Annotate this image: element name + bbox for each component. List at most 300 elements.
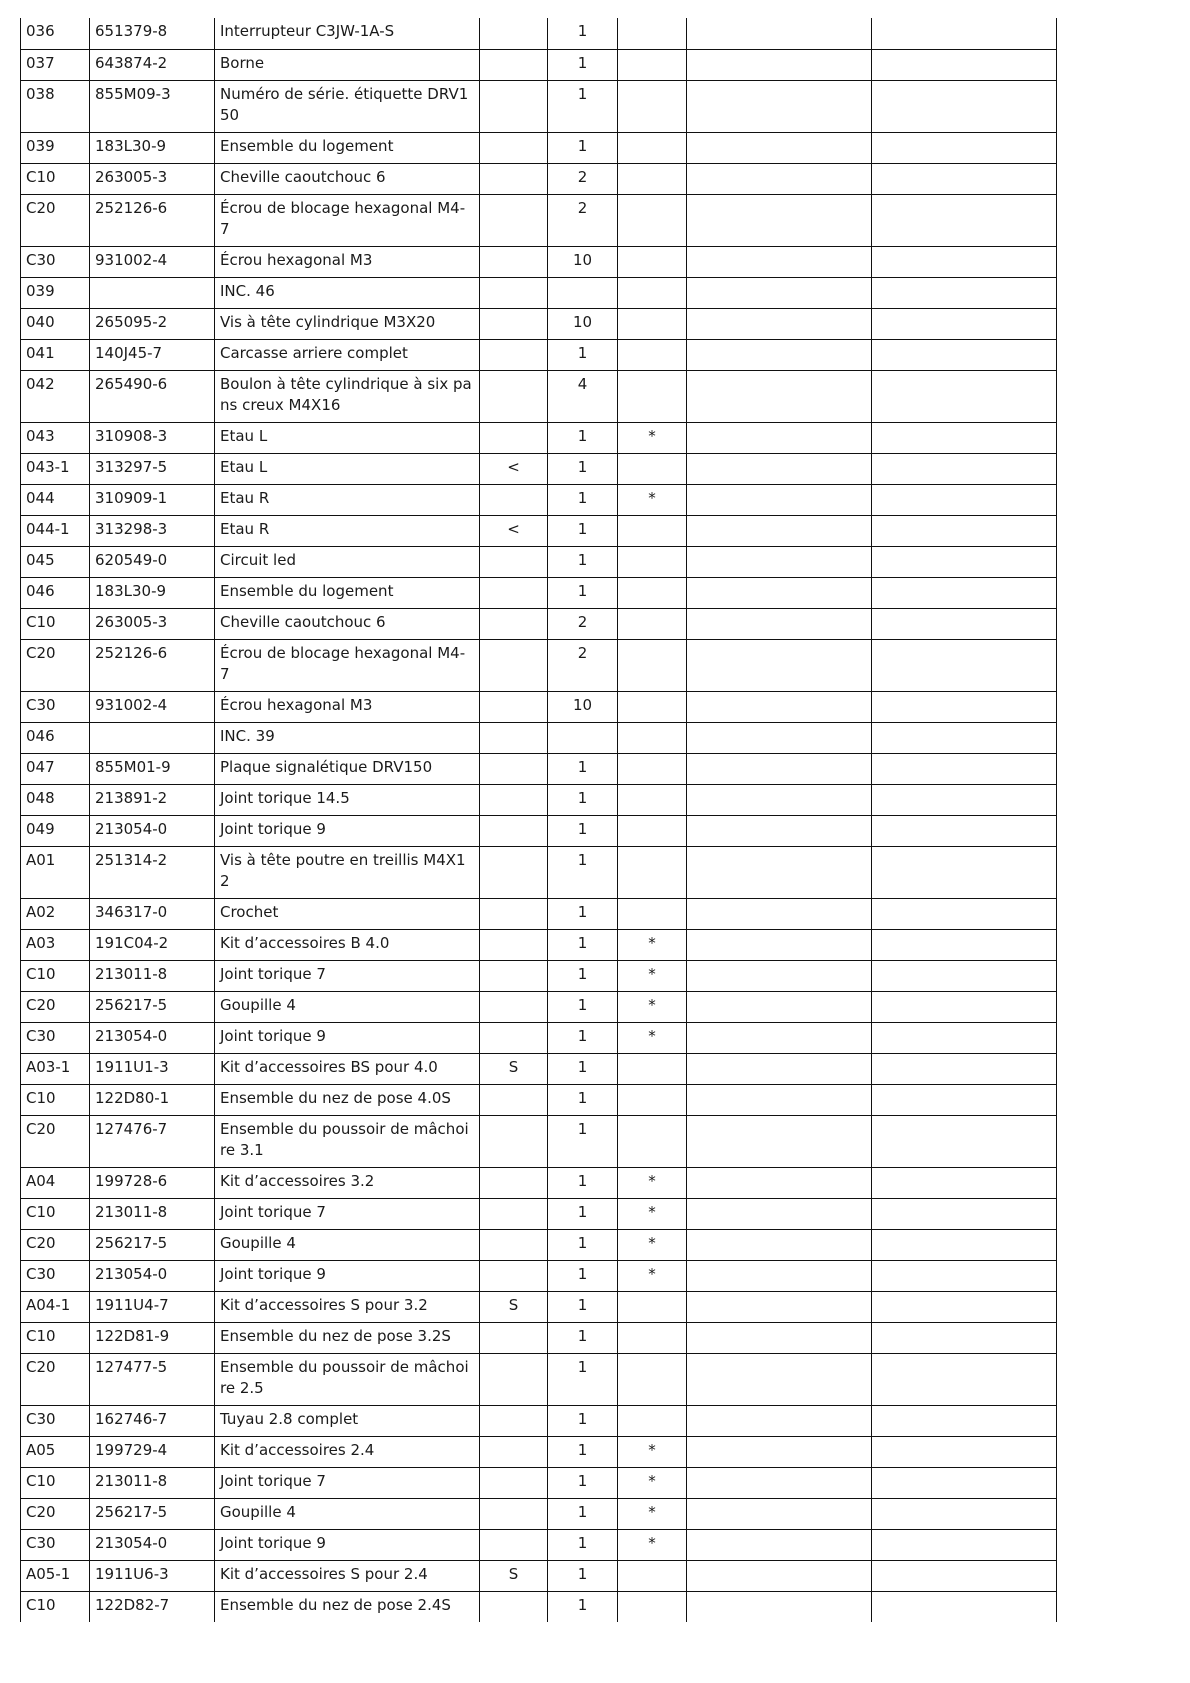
- note-cell: *: [618, 1529, 687, 1560]
- quantity-cell: 1: [548, 339, 618, 370]
- part-number-cell: 265490-6: [90, 370, 215, 422]
- quantity-cell: 1: [548, 1405, 618, 1436]
- blank-cell-2: [872, 277, 1057, 308]
- flag-cell: [480, 753, 548, 784]
- note-cell: [618, 1084, 687, 1115]
- part-number-cell: 213054-0: [90, 815, 215, 846]
- table-row: [21, 1198, 1057, 1229]
- table-row: [21, 370, 1057, 422]
- table-row: [21, 49, 1057, 80]
- description-cell: Cheville caoutchouc 6: [215, 608, 480, 639]
- blank-cell-2: [872, 639, 1057, 691]
- blank-cell-1: [687, 18, 872, 49]
- table-row: [21, 929, 1057, 960]
- description-cell: Etau R: [215, 484, 480, 515]
- blank-cell-1: [687, 784, 872, 815]
- item-number-cell: 040: [21, 308, 90, 339]
- note-cell: [618, 753, 687, 784]
- part-number-cell: 162746-7: [90, 1405, 215, 1436]
- blank-cell-2: [872, 453, 1057, 484]
- note-cell: [618, 49, 687, 80]
- blank-cell-1: [687, 163, 872, 194]
- note-cell: [618, 370, 687, 422]
- table-row: [21, 453, 1057, 484]
- description-cell: INC. 39: [215, 722, 480, 753]
- description-cell: Kit d’accessoires S pour 3.2: [215, 1291, 480, 1322]
- table-row: [21, 1229, 1057, 1260]
- part-number-cell: 127477-5: [90, 1353, 215, 1405]
- table-row: [21, 1353, 1057, 1405]
- item-number-cell: A05: [21, 1436, 90, 1467]
- description-cell: Écrou hexagonal M3: [215, 246, 480, 277]
- table-row: [21, 577, 1057, 608]
- note-cell: *: [618, 1022, 687, 1053]
- note-cell: [618, 1053, 687, 1084]
- part-number-cell: 310909-1: [90, 484, 215, 515]
- part-number-cell: 199729-4: [90, 1436, 215, 1467]
- note-cell: [618, 898, 687, 929]
- quantity-cell: 1: [548, 577, 618, 608]
- flag-cell: [480, 422, 548, 453]
- part-number-cell: 140J45-7: [90, 339, 215, 370]
- note-cell: [618, 722, 687, 753]
- table-row: [21, 639, 1057, 691]
- blank-cell-1: [687, 991, 872, 1022]
- part-number-cell: 213011-8: [90, 1467, 215, 1498]
- table-row: [21, 1591, 1057, 1622]
- table-row: [21, 484, 1057, 515]
- blank-cell-2: [872, 546, 1057, 577]
- note-cell: *: [618, 1467, 687, 1498]
- blank-cell-1: [687, 1529, 872, 1560]
- blank-cell-1: [687, 1167, 872, 1198]
- blank-cell-2: [872, 722, 1057, 753]
- quantity-cell: 1: [548, 1467, 618, 1498]
- quantity-cell: 10: [548, 691, 618, 722]
- item-number-cell: A02: [21, 898, 90, 929]
- quantity-cell: 1: [548, 1560, 618, 1591]
- blank-cell-2: [872, 80, 1057, 132]
- note-cell: [618, 1405, 687, 1436]
- table-row: [21, 722, 1057, 753]
- flag-cell: [480, 1436, 548, 1467]
- blank-cell-1: [687, 929, 872, 960]
- blank-cell-1: [687, 339, 872, 370]
- part-number-cell: 643874-2: [90, 49, 215, 80]
- item-number-cell: 045: [21, 546, 90, 577]
- item-number-cell: 046: [21, 722, 90, 753]
- description-cell: Joint torique 7: [215, 1467, 480, 1498]
- item-number-cell: 048: [21, 784, 90, 815]
- item-number-cell: C20: [21, 1498, 90, 1529]
- flag-cell: S: [480, 1291, 548, 1322]
- blank-cell-2: [872, 163, 1057, 194]
- blank-cell-1: [687, 1291, 872, 1322]
- blank-cell-2: [872, 1436, 1057, 1467]
- quantity-cell: 2: [548, 608, 618, 639]
- item-number-cell: 039: [21, 132, 90, 163]
- blank-cell-1: [687, 1353, 872, 1405]
- part-number-cell: 620549-0: [90, 546, 215, 577]
- blank-cell-1: [687, 49, 872, 80]
- description-cell: Goupille 4: [215, 1498, 480, 1529]
- description-cell: Vis à tête poutre en treillis M4X12: [215, 846, 480, 898]
- item-number-cell: 043-1: [21, 453, 90, 484]
- note-cell: [618, 163, 687, 194]
- part-number-cell: 855M09-3: [90, 80, 215, 132]
- blank-cell-1: [687, 370, 872, 422]
- note-cell: [618, 18, 687, 49]
- table-row: [21, 1115, 1057, 1167]
- blank-cell-2: [872, 308, 1057, 339]
- part-number-cell: 122D80-1: [90, 1084, 215, 1115]
- quantity-cell: 1: [548, 132, 618, 163]
- blank-cell-2: [872, 898, 1057, 929]
- note-cell: [618, 691, 687, 722]
- table-row: [21, 1498, 1057, 1529]
- item-number-cell: 041: [21, 339, 90, 370]
- blank-cell-2: [872, 49, 1057, 80]
- part-number-cell: 213054-0: [90, 1260, 215, 1291]
- item-number-cell: C20: [21, 1353, 90, 1405]
- quantity-cell: 1: [548, 960, 618, 991]
- blank-cell-1: [687, 1198, 872, 1229]
- description-cell: Kit d’accessoires BS pour 4.0: [215, 1053, 480, 1084]
- table-row: [21, 546, 1057, 577]
- blank-cell-1: [687, 277, 872, 308]
- part-number-cell: [90, 722, 215, 753]
- blank-cell-1: [687, 639, 872, 691]
- description-cell: Vis à tête cylindrique M3X20: [215, 308, 480, 339]
- item-number-cell: C30: [21, 691, 90, 722]
- note-cell: [618, 339, 687, 370]
- flag-cell: [480, 1498, 548, 1529]
- table-row: [21, 339, 1057, 370]
- description-cell: Numéro de série. étiquette DRV150: [215, 80, 480, 132]
- item-number-cell: 036: [21, 18, 90, 49]
- blank-cell-2: [872, 422, 1057, 453]
- description-cell: Écrou hexagonal M3: [215, 691, 480, 722]
- item-number-cell: 039: [21, 277, 90, 308]
- item-number-cell: A01: [21, 846, 90, 898]
- blank-cell-2: [872, 1260, 1057, 1291]
- part-number-cell: 931002-4: [90, 246, 215, 277]
- description-cell: Joint torique 9: [215, 1529, 480, 1560]
- part-number-cell: 256217-5: [90, 1498, 215, 1529]
- blank-cell-2: [872, 194, 1057, 246]
- flag-cell: [480, 339, 548, 370]
- table-row: [21, 1436, 1057, 1467]
- blank-cell-2: [872, 1560, 1057, 1591]
- item-number-cell: C20: [21, 639, 90, 691]
- quantity-cell: 1: [548, 49, 618, 80]
- flag-cell: [480, 1115, 548, 1167]
- quantity-cell: 1: [548, 1529, 618, 1560]
- table-row: [21, 277, 1057, 308]
- note-cell: [618, 846, 687, 898]
- note-cell: [618, 784, 687, 815]
- item-number-cell: 043: [21, 422, 90, 453]
- part-number-cell: 213891-2: [90, 784, 215, 815]
- blank-cell-1: [687, 1115, 872, 1167]
- blank-cell-1: [687, 1229, 872, 1260]
- description-cell: Etau L: [215, 422, 480, 453]
- flag-cell: [480, 194, 548, 246]
- part-number-cell: 855M01-9: [90, 753, 215, 784]
- table-row: [21, 1291, 1057, 1322]
- item-number-cell: C20: [21, 194, 90, 246]
- quantity-cell: 1: [548, 515, 618, 546]
- item-number-cell: C10: [21, 608, 90, 639]
- table-row: [21, 1529, 1057, 1560]
- part-number-cell: 1911U6-3: [90, 1560, 215, 1591]
- part-number-cell: 651379-8: [90, 18, 215, 49]
- parts-table: [20, 18, 1057, 1622]
- blank-cell-1: [687, 753, 872, 784]
- blank-cell-1: [687, 1436, 872, 1467]
- note-cell: [618, 815, 687, 846]
- quantity-cell: 1: [548, 422, 618, 453]
- note-cell: *: [618, 484, 687, 515]
- blank-cell-1: [687, 577, 872, 608]
- flag-cell: [480, 1260, 548, 1291]
- quantity-cell: 1: [548, 846, 618, 898]
- quantity-cell: 1: [548, 1260, 618, 1291]
- part-number-cell: 213011-8: [90, 960, 215, 991]
- description-cell: Kit d’accessoires 3.2: [215, 1167, 480, 1198]
- flag-cell: [480, 722, 548, 753]
- blank-cell-1: [687, 898, 872, 929]
- note-cell: *: [618, 1167, 687, 1198]
- table-row: [21, 898, 1057, 929]
- part-number-cell: 313297-5: [90, 453, 215, 484]
- flag-cell: [480, 1322, 548, 1353]
- note-cell: [618, 1353, 687, 1405]
- note-cell: [618, 246, 687, 277]
- flag-cell: [480, 546, 548, 577]
- flag-cell: [480, 898, 548, 929]
- note-cell: [618, 1322, 687, 1353]
- blank-cell-1: [687, 608, 872, 639]
- flag-cell: S: [480, 1053, 548, 1084]
- quantity-cell: 1: [548, 1115, 618, 1167]
- table-row: [21, 691, 1057, 722]
- table-row: [21, 132, 1057, 163]
- flag-cell: <: [480, 453, 548, 484]
- blank-cell-1: [687, 194, 872, 246]
- note-cell: [618, 132, 687, 163]
- part-number-cell: 191C04-2: [90, 929, 215, 960]
- note-cell: [618, 308, 687, 339]
- quantity-cell: 1: [548, 18, 618, 49]
- flag-cell: [480, 1353, 548, 1405]
- table-row: [21, 846, 1057, 898]
- part-number-cell: 213054-0: [90, 1022, 215, 1053]
- blank-cell-2: [872, 929, 1057, 960]
- item-number-cell: C10: [21, 1467, 90, 1498]
- note-cell: *: [618, 1229, 687, 1260]
- blank-cell-1: [687, 1591, 872, 1622]
- item-number-cell: C20: [21, 991, 90, 1022]
- table-row: [21, 1167, 1057, 1198]
- table-row: [21, 1560, 1057, 1591]
- quantity-cell: 1: [548, 1498, 618, 1529]
- table-row: [21, 18, 1057, 49]
- flag-cell: [480, 1167, 548, 1198]
- description-cell: Crochet: [215, 898, 480, 929]
- blank-cell-1: [687, 1022, 872, 1053]
- table-row: [21, 1084, 1057, 1115]
- description-cell: Goupille 4: [215, 1229, 480, 1260]
- flag-cell: [480, 1467, 548, 1498]
- item-number-cell: C30: [21, 1022, 90, 1053]
- item-number-cell: C10: [21, 960, 90, 991]
- flag-cell: [480, 639, 548, 691]
- blank-cell-1: [687, 308, 872, 339]
- item-number-cell: 044-1: [21, 515, 90, 546]
- item-number-cell: 042: [21, 370, 90, 422]
- description-cell: Goupille 4: [215, 991, 480, 1022]
- blank-cell-1: [687, 80, 872, 132]
- blank-cell-1: [687, 515, 872, 546]
- description-cell: INC. 46: [215, 277, 480, 308]
- blank-cell-2: [872, 1405, 1057, 1436]
- item-number-cell: C30: [21, 1405, 90, 1436]
- item-number-cell: A03-1: [21, 1053, 90, 1084]
- table-row: [21, 422, 1057, 453]
- flag-cell: [480, 960, 548, 991]
- note-cell: [618, 1291, 687, 1322]
- part-number-cell: 265095-2: [90, 308, 215, 339]
- part-number-cell: 1911U4-7: [90, 1291, 215, 1322]
- note-cell: *: [618, 1260, 687, 1291]
- blank-cell-1: [687, 422, 872, 453]
- blank-cell-1: [687, 815, 872, 846]
- description-cell: Etau L: [215, 453, 480, 484]
- description-cell: Joint torique 9: [215, 815, 480, 846]
- item-number-cell: C10: [21, 1591, 90, 1622]
- quantity-cell: [548, 277, 618, 308]
- quantity-cell: 2: [548, 194, 618, 246]
- flag-cell: [480, 80, 548, 132]
- note-cell: [618, 639, 687, 691]
- part-number-cell: [90, 277, 215, 308]
- item-number-cell: 046: [21, 577, 90, 608]
- blank-cell-2: [872, 991, 1057, 1022]
- description-cell: Interrupteur C3JW-1A-S: [215, 18, 480, 49]
- table-row: [21, 608, 1057, 639]
- description-cell: Joint torique 9: [215, 1260, 480, 1291]
- quantity-cell: 2: [548, 163, 618, 194]
- flag-cell: [480, 815, 548, 846]
- blank-cell-2: [872, 515, 1057, 546]
- item-number-cell: A03: [21, 929, 90, 960]
- table-row: [21, 515, 1057, 546]
- flag-cell: [480, 784, 548, 815]
- part-number-cell: 931002-4: [90, 691, 215, 722]
- blank-cell-2: [872, 339, 1057, 370]
- blank-cell-1: [687, 960, 872, 991]
- blank-cell-1: [687, 1322, 872, 1353]
- description-cell: Ensemble du poussoir de mâchoire 2.5: [215, 1353, 480, 1405]
- description-cell: Ensemble du logement: [215, 577, 480, 608]
- note-cell: [618, 194, 687, 246]
- flag-cell: [480, 846, 548, 898]
- flag-cell: [480, 484, 548, 515]
- quantity-cell: 1: [548, 898, 618, 929]
- quantity-cell: 1: [548, 1198, 618, 1229]
- quantity-cell: 1: [548, 546, 618, 577]
- part-number-cell: 256217-5: [90, 991, 215, 1022]
- part-number-cell: 127476-7: [90, 1115, 215, 1167]
- quantity-cell: 10: [548, 246, 618, 277]
- table-row: [21, 784, 1057, 815]
- description-cell: Plaque signalétique DRV150: [215, 753, 480, 784]
- description-cell: Ensemble du nez de pose 4.0S: [215, 1084, 480, 1115]
- part-number-cell: 183L30-9: [90, 132, 215, 163]
- note-cell: [618, 1591, 687, 1622]
- blank-cell-2: [872, 484, 1057, 515]
- flag-cell: [480, 929, 548, 960]
- quantity-cell: 1: [548, 1322, 618, 1353]
- quantity-cell: 1: [548, 1053, 618, 1084]
- quantity-cell: 1: [548, 1167, 618, 1198]
- quantity-cell: 1: [548, 80, 618, 132]
- blank-cell-2: [872, 1529, 1057, 1560]
- blank-cell-2: [872, 246, 1057, 277]
- blank-cell-1: [687, 1405, 872, 1436]
- blank-cell-2: [872, 370, 1057, 422]
- blank-cell-2: [872, 1084, 1057, 1115]
- blank-cell-1: [687, 846, 872, 898]
- part-number-cell: 252126-6: [90, 194, 215, 246]
- part-number-cell: 346317-0: [90, 898, 215, 929]
- blank-cell-2: [872, 1353, 1057, 1405]
- description-cell: Ensemble du nez de pose 3.2S: [215, 1322, 480, 1353]
- flag-cell: <: [480, 515, 548, 546]
- description-cell: Joint torique 7: [215, 1198, 480, 1229]
- table-row: [21, 1322, 1057, 1353]
- flag-cell: [480, 132, 548, 163]
- blank-cell-2: [872, 960, 1057, 991]
- note-cell: *: [618, 1436, 687, 1467]
- blank-cell-1: [687, 453, 872, 484]
- description-cell: Kit d’accessoires B 4.0: [215, 929, 480, 960]
- note-cell: *: [618, 929, 687, 960]
- quantity-cell: 1: [548, 929, 618, 960]
- flag-cell: [480, 991, 548, 1022]
- blank-cell-2: [872, 18, 1057, 49]
- description-cell: Cheville caoutchouc 6: [215, 163, 480, 194]
- table-row: [21, 80, 1057, 132]
- blank-cell-1: [687, 546, 872, 577]
- blank-cell-2: [872, 1167, 1057, 1198]
- note-cell: *: [618, 1498, 687, 1529]
- quantity-cell: 1: [548, 1022, 618, 1053]
- quantity-cell: 1: [548, 753, 618, 784]
- table-row: [21, 308, 1057, 339]
- flag-cell: [480, 277, 548, 308]
- table-row: [21, 246, 1057, 277]
- item-number-cell: C30: [21, 1529, 90, 1560]
- note-cell: *: [618, 1198, 687, 1229]
- item-number-cell: C10: [21, 1084, 90, 1115]
- blank-cell-2: [872, 784, 1057, 815]
- blank-cell-1: [687, 1560, 872, 1591]
- blank-cell-2: [872, 1198, 1057, 1229]
- note-cell: [618, 515, 687, 546]
- flag-cell: [480, 163, 548, 194]
